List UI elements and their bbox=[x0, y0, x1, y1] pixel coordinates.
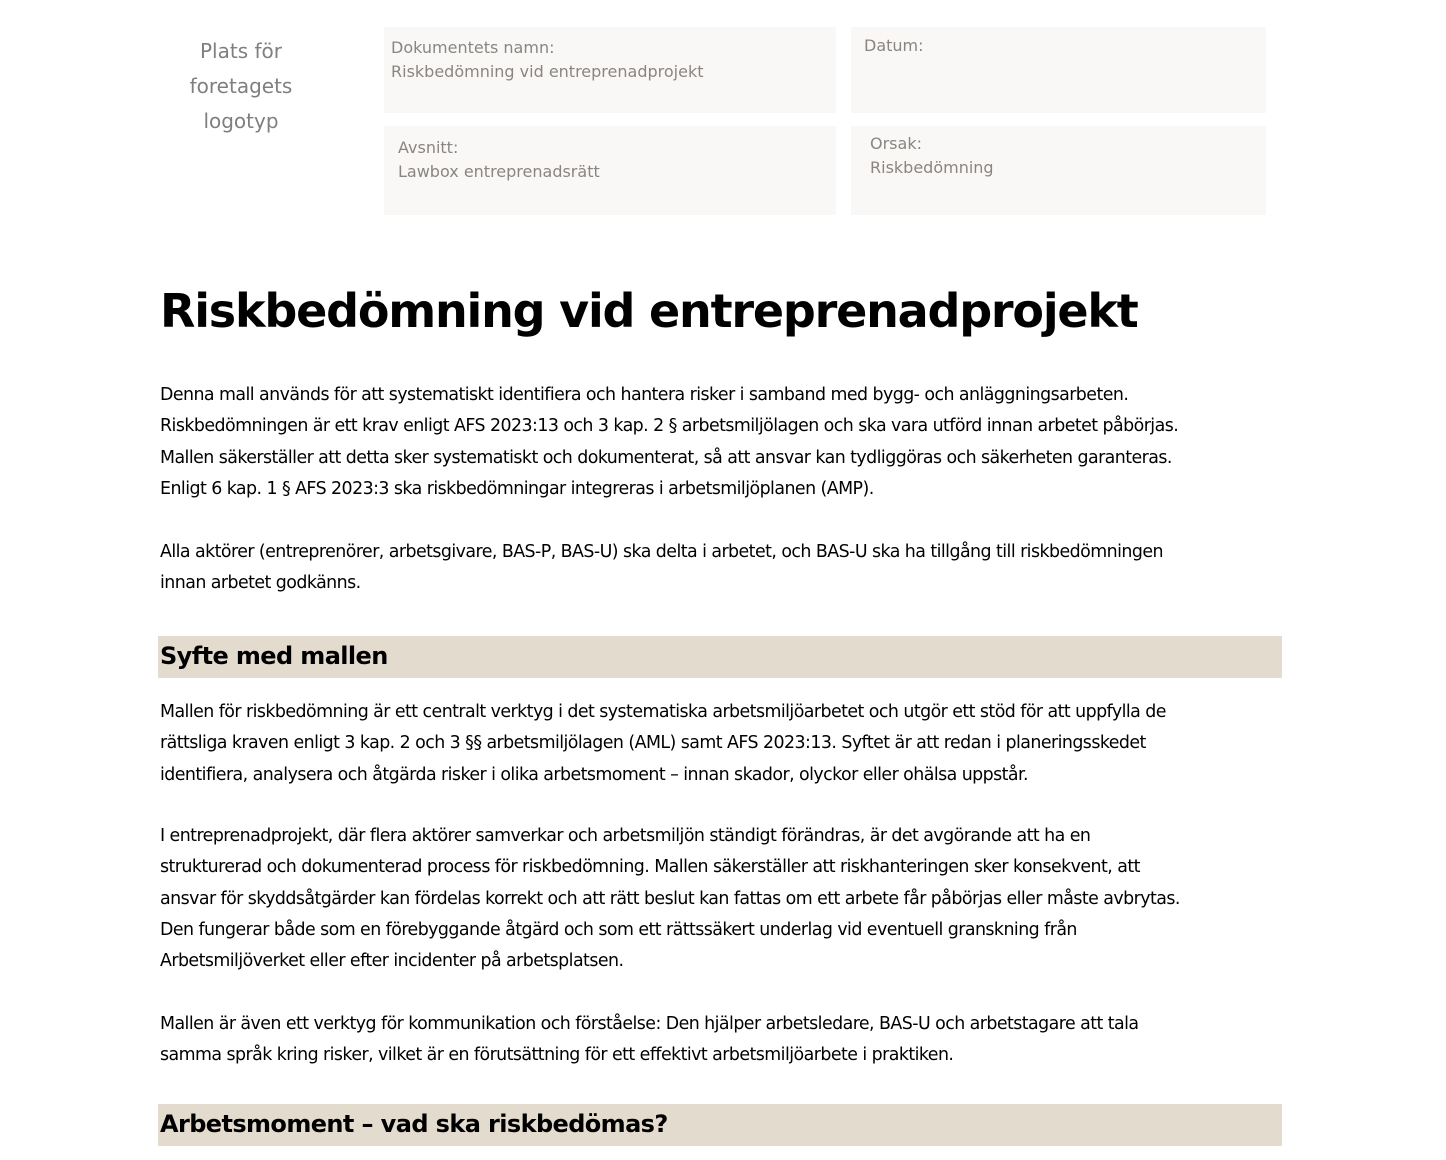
text-line: Mallen säkerställer att detta sker systematiskt och dokumenterat, så att ansvar kan tydliggöras och säkerheten garanteras. bbox=[160, 447, 1172, 468]
date-label: Datum: bbox=[864, 36, 924, 55]
purpose-paragraph-2 bbox=[160, 821, 1180, 977]
logo-placeholder bbox=[160, 34, 322, 139]
document-name-label: Dokumentets namn: bbox=[391, 38, 555, 57]
text-line: Mallen för riskbedömning är ett centralt verktyg i det systematiska arbetsmiljöarbetet och utgör ett stöd för att uppfylla de bbox=[160, 702, 1166, 722]
document-name-field bbox=[384, 27, 836, 113]
section-label: Avsnitt: bbox=[398, 138, 459, 157]
text-line: Enligt 6 kap. 1 § AFS 2023:3 ska riskbedömningar integreras i arbetsmiljöplanen (AMP). bbox=[160, 478, 874, 499]
text-line: Mallen är även ett verktyg för kommunikation och förståelse: Den hjälper arbetsledare, BAS-U och arbetstagare att tala bbox=[160, 1014, 1139, 1034]
text-line: innan arbetet godkänns. bbox=[160, 573, 361, 594]
text-line: Den fungerar både som en förebyggande åtgärd och som ett rättssäkert underlag vid eventuell granskning från bbox=[160, 919, 1077, 940]
logo-placeholder-line: Plats för bbox=[200, 39, 282, 63]
text-line: ansvar för skyddsåtgärder kan fördelas korrekt och att rätt beslut kan fattas om ett arbete får påbörjas eller måste avbrytas. bbox=[160, 888, 1180, 909]
text-line: Denna mall används för att systematiskt identifiera och hantera risker i samband med bygg- och anläggningsarbeten. bbox=[160, 385, 1129, 405]
document-title: Riskbedömning vid entreprenadprojekt bbox=[160, 284, 1138, 338]
text-line: rättsliga kraven enligt 3 kap. 2 och 3 §§ arbetsmiljölagen (AML) samt AFS 2023:13. Syftet är att redan i planeringsskedet bbox=[160, 733, 1146, 754]
logo-placeholder-line: logotyp bbox=[203, 109, 279, 133]
section-field bbox=[384, 126, 836, 215]
text-line: Riskbedömningen är ett krav enligt AFS 2023:13 och 3 kap. 2 § arbetsmiljölagen och ska vara utförd innan arbetet påbörjas. bbox=[160, 416, 1179, 437]
text-line: identifiera, analysera och åtgärda risker i olika arbetsmoment – innan skador, olyckor eller ohälsa uppstår. bbox=[160, 764, 1029, 785]
text-line: strukturerad och dokumenterad process för riskbedömning. Mallen säkerställer att riskhanteringen sker konsekvent, att bbox=[160, 857, 1140, 878]
section-value: Lawbox entreprenadsrätt bbox=[398, 162, 600, 181]
reason-value: Riskbedömning bbox=[870, 158, 994, 177]
section-heading-purpose: Syfte med mallen bbox=[158, 636, 1282, 678]
date-field bbox=[851, 27, 1266, 113]
document-name-value: Riskbedömning vid entreprenadprojekt bbox=[391, 62, 704, 81]
intro-paragraph-2 bbox=[160, 537, 1163, 600]
purpose-paragraph-3 bbox=[160, 1009, 1139, 1072]
purpose-paragraph-1 bbox=[160, 697, 1166, 791]
intro-paragraph-1 bbox=[160, 380, 1178, 505]
text-line: samma språk kring risker, vilket är en förutsättning för ett effektivt arbetsmiljöarbete i praktiken. bbox=[160, 1045, 954, 1066]
text-line: Arbetsmiljöverket eller efter incidenter på arbetsplatsen. bbox=[160, 951, 624, 972]
text-line: I entreprenadprojekt, där flera aktörer samverkar och arbetsmiljön ständigt förändras, är det avgörande att ha en bbox=[160, 826, 1091, 846]
reason-label: Orsak: bbox=[870, 134, 922, 153]
text-line: Alla aktörer (entreprenörer, arbetsgivare, BAS-P, BAS-U) ska delta i arbetet, och BAS-U ska ha tillgång till riskbedömningen bbox=[160, 542, 1163, 562]
logo-placeholder-line: foretagets bbox=[189, 74, 293, 98]
section-heading-work-tasks: Arbetsmoment – vad ska riskbedömas? bbox=[158, 1104, 1282, 1146]
reason-field bbox=[851, 126, 1266, 215]
